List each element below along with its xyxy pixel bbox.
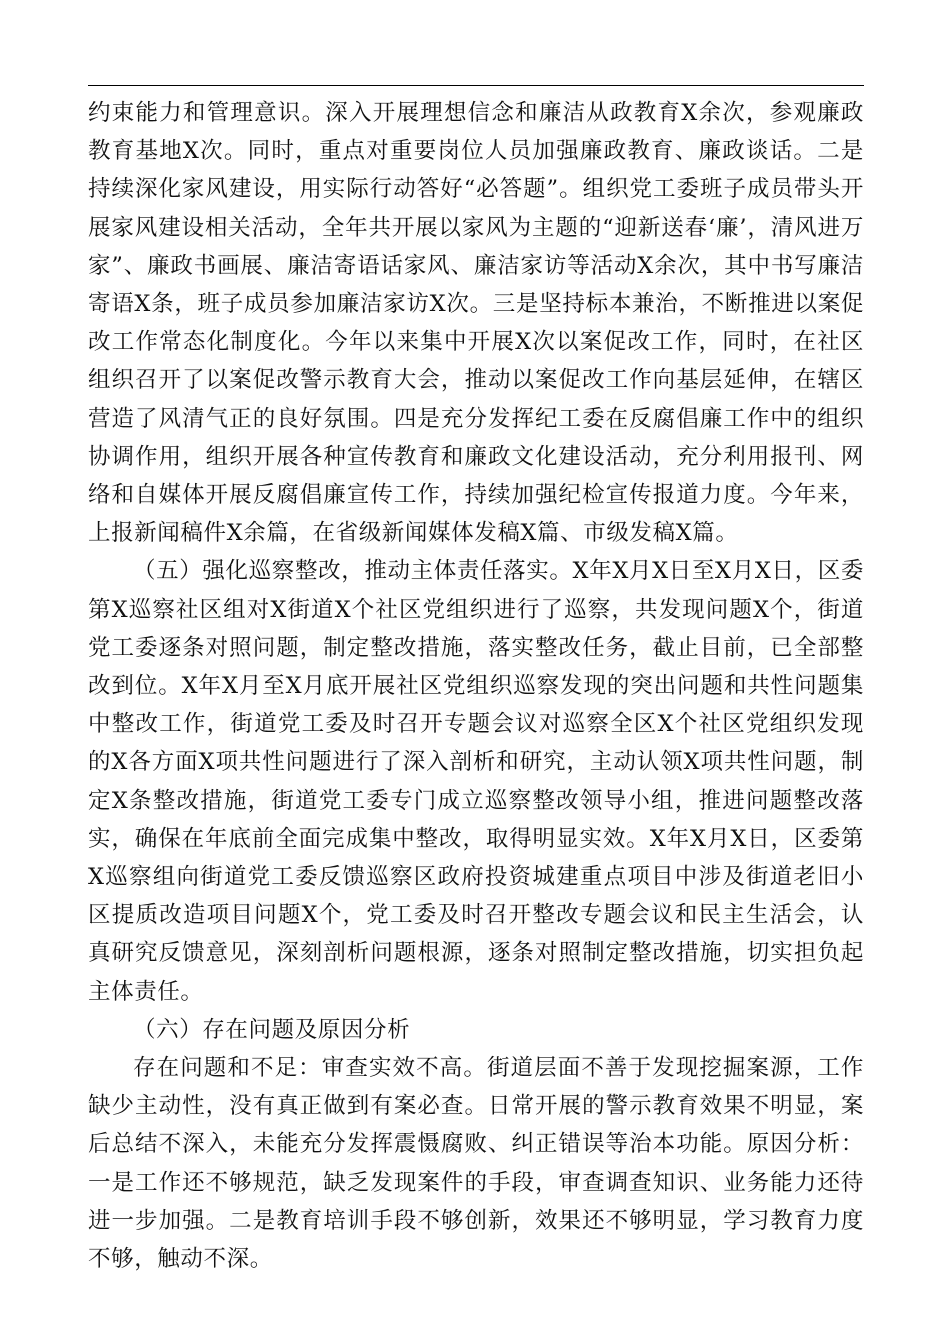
paragraph-problems-analysis: 存在问题和不足：审查实效不高。街道层面不善于发现挖掘案源，工作缺少主动性，没有真正做到有案必查。日常开展的警示教育效果不明显，案后总结不深入，未能充分发挥震慑腐败、纠正错误等治本功能。原因分析：一是工作还不够规范，缺乏发现案件的手段，审查调查知识、业务能力还待进一步加强。二是教育培训手段不够创新，效果还不够明显，学习教育力度不够，触动不深。 [88, 1055, 864, 1273]
paragraph-section-five: （五）强化巡察整改，推动主体责任落实。X年X月X日至X月X日，区委第X巡察社区组对X街道X个社区党组织进行了巡察，共发现问题X个，街道党工委逐条对照问题，制定整改措施，落实整改任务，截止目前，已全部整改到位。X年X月至X月底开展社区党组织巡察发现的突出问题和共性问题集中整改工作，街道党工委及时召开专题会议对巡察全区X个社区党组织发现的X各方面X项共性问题进行了深入剖析和研究，主动认领X项共性问题，制定X条整改措施，街道党工委专门成立巡察整改领导小组，推进问题整改落实，确保在年底前全面完成集中整改，取得明显实效。X年X月X日，区委第X巡察组向街道党工委反馈巡察区政府投资城建重点项目中涉及街道老旧小区提质改造项目问题X个，党工委及时召开整改专题会议和民主生活会，认真研究反馈意见，深刻剖析问题根源，逐条对照制定整改措施，切实担负起主体责任。 [88, 558, 864, 1005]
header-rule [88, 85, 864, 86]
section-heading-six: （六）存在问题及原因分析 [133, 1016, 411, 1043]
document-body [88, 94, 864, 1278]
paragraph-continuation: 约束能力和管理意识。深入开展理想信念和廉洁从政教育X余次，参观廉政教育基地X次。同时，重点对重要岗位人员加强廉政教育、廉政谈话。二是持续深化家风建设，用实际行动答好“必答题”。组织党工委班子成员带头开展家风建设相关活动，全年共开展以家风为主题的“迎新送春‘廉’，清风进万家”、廉政书画展、廉洁寄语话家风、廉洁家访等活动X余次，其中书写廉洁寄语X条，班子成员参加廉洁家访X次。三是坚持标本兼治，不断推进以案促改工作常态化制度化。今年以来集中开展X次以案促改工作，同时，在社区组织召开了以案促改警示教育大会，推动以案促改工作向基层延伸，在辖区营造了风清气正的良好氛围。四是充分发挥纪工委在反腐倡廉工作中的组织协调作用，组织开展各种宣传教育和廉政文化建设活动，充分利用报刊、网络和自媒体开展反腐倡廉宣传工作，持续加强纪检宣传报道力度。今年来，上报新闻稿件X余篇，在省级新闻媒体发稿X篇、市级发稿X篇。 [88, 100, 865, 547]
